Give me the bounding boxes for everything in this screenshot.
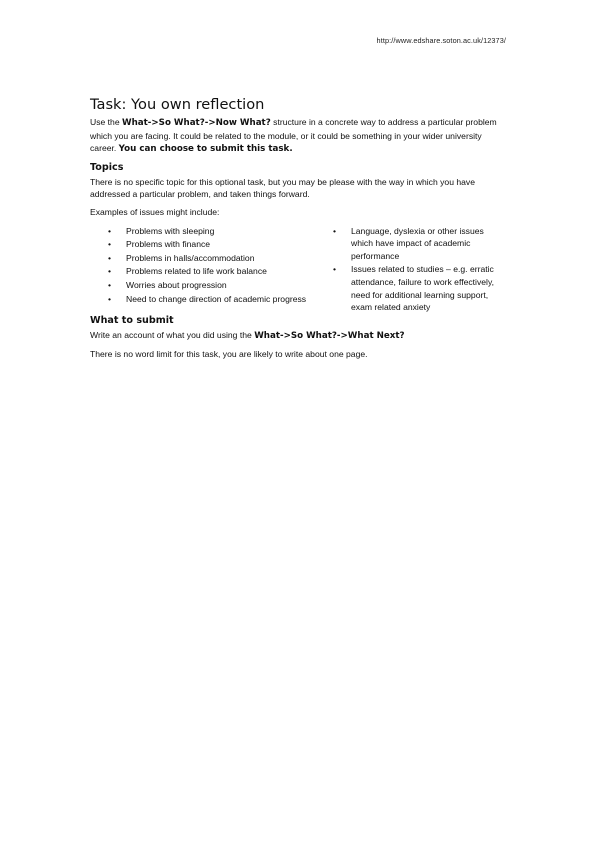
examples-list-right	[315, 225, 508, 315]
topics-heading: Topics	[90, 161, 124, 173]
list-item: • Problems with finance	[90, 238, 315, 251]
submit-text-start: Write an account of what you did using the	[90, 329, 255, 340]
examples-intro: Examples of issues might include:	[90, 206, 220, 217]
list-item: • Problems in halls/accommodation	[90, 252, 315, 265]
submit-structure-bold: What->So What?->What Next?	[254, 330, 405, 341]
header-url: http://www.edshare.soton.ac.uk/12373/	[376, 36, 506, 45]
list-item: • Language, dyslexia or other issues which have impact of academic performance	[315, 225, 508, 263]
examples-list-left	[90, 225, 315, 315]
task-title: Task: You own reflection	[90, 96, 265, 113]
list-item: • Worries about progression	[90, 279, 315, 292]
list-item: • Problems with sleeping	[90, 225, 315, 238]
intro-text-middle: structure in a concrete way to address a particular problem which you are facing. It could be related to the module, or it could be something in your wider university career.	[90, 117, 497, 154]
task-content	[90, 96, 508, 361]
list-item: • Need to change direction of academic progress	[90, 293, 315, 306]
examples-columns	[90, 225, 508, 315]
intro-structure-bold: What->So What?->Now What?	[122, 118, 271, 128]
submit-line	[90, 329, 508, 343]
list-item: • Issues related to studies – e.g. erratic attendance, failure to work effectively, need for additional learning support, exam related anxiety	[315, 263, 508, 313]
list-item: • Problems related to life work balance	[90, 265, 315, 278]
word-limit-text: There is no word limit for this task, you are likely to write about one page.	[90, 349, 368, 360]
intro-text-start: Use the	[90, 117, 123, 127]
topics-paragraph: There is no specific topic for this optional task, but you may be please with the way in which you have addressed a particular problem, and taken things forward.	[90, 176, 476, 200]
task-intro	[90, 116, 508, 156]
submit-heading: What to submit	[90, 314, 174, 326]
intro-submit-bold: You can choose to submit this task.	[118, 144, 293, 155]
